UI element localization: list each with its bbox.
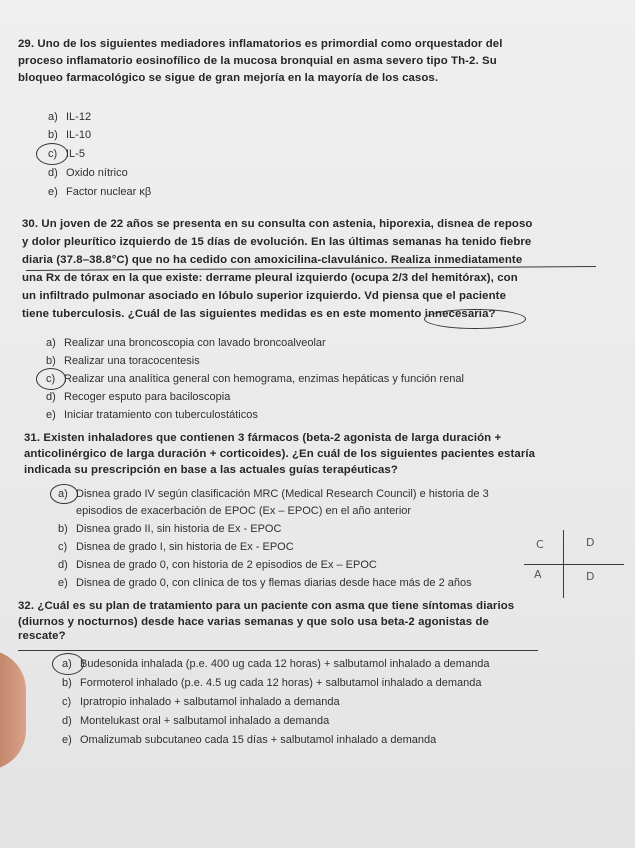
thumb-photo-artifact xyxy=(0,650,26,770)
q30-option-c[interactable]: c) Realizar una analítica general con hemograma, enzimas hepáticas y función renal xyxy=(46,373,464,385)
q31-option-b[interactable]: b) Disnea grado II, sin historia de Ex - EPOC xyxy=(58,523,282,535)
q29-line-2: proceso inflamatorio eosinofílico de la mucosa bronquial en asma severo tipo Th-2. Su xyxy=(18,55,497,67)
q31-line-2: anticolinérgico de larga duración + corticoides). ¿En cuál de los siguientes pacientes estaría xyxy=(24,448,536,460)
question-32-stem xyxy=(18,596,514,646)
q29-line-1: 29. Uno de los siguientes mediadores inflamatorios es primordial como orquestador del xyxy=(18,38,503,50)
q32-line-2: (diurnos y nocturnos) desde hace varias semanas y que solo usa beta-2 agonistas de xyxy=(18,616,489,628)
q32-option-c[interactable]: c) Ipratropio inhalado + salbutamol inhalado a demanda xyxy=(62,696,340,708)
q31-line-3: indicada su prescripción en base a las actuales guías terapéuticas? xyxy=(24,464,398,476)
q29-option-c[interactable]: c) IL-5 xyxy=(48,148,85,160)
q32-option-a[interactable]: a) Budesonida inhalada (p.e. 400 ug cada 12 horas) + salbutamol inhalado a demanda xyxy=(62,658,490,670)
q30-line-4: una Rx de tórax en la que existe: derrame pleural izquierdo (ocupa 2/3 del hemitórax), con xyxy=(22,272,518,284)
q31-option-e[interactable]: e) Disnea de grado 0, con clínica de tos y flemas diarias desde hace más de 2 años xyxy=(58,577,472,589)
q29-option-e[interactable]: e) Factor nuclear κβ xyxy=(48,186,152,198)
q32-option-b[interactable]: b) Formoterol inhalado (p.e. 4.5 ug cada 12 horas) + salbutamol inhalado a demanda xyxy=(62,677,482,689)
margin-note-d2: D xyxy=(586,570,595,583)
answer-circle-q30-innecesaria xyxy=(424,309,526,329)
q32-line-1: 32. ¿Cuál es su plan de tratamiento para un paciente con asma que tiene síntomas diarios xyxy=(18,600,515,612)
pen-underline-q32 xyxy=(18,650,538,651)
q29-option-a[interactable]: a) IL-12 xyxy=(48,111,92,123)
margin-note-c: C xyxy=(536,538,544,551)
q31-option-a-cont: episodios de exacerbación de EPOC (Ex – EPOC) en el año anterior xyxy=(76,505,412,517)
q30-option-b[interactable]: b) Realizar una toracocentesis xyxy=(46,355,200,367)
q30-option-e[interactable]: e) Iniciar tratamiento con tuberculostáticos xyxy=(46,409,258,421)
answer-circle-q29 xyxy=(36,143,68,165)
q31-option-c[interactable]: c) Disnea de grado I, sin historia de Ex - EPOC xyxy=(58,541,294,553)
q30-line-6: tiene tuberculosis. ¿Cuál de las siguientes medidas es en este momento innecesaria? xyxy=(22,308,496,320)
margin-grid-horizontal xyxy=(524,564,624,565)
question-31-stem xyxy=(24,428,535,480)
q32-option-d[interactable]: d) Montelukast oral + salbutamol inhalado a demanda xyxy=(62,715,330,727)
q32-line-3: rescate? xyxy=(18,630,66,642)
q30-line-2: y dolor pleurítico izquierdo de 15 días de evolución. En las últimas semanas ha tenido fiebre xyxy=(22,236,532,248)
q30-option-d[interactable]: d) Recoger esputo para baciloscopia xyxy=(46,391,231,403)
q31-option-a[interactable]: a) Disnea grado IV según clasificación MRC (Medical Research Council) e historia de 3 xyxy=(58,488,489,500)
q29-option-d[interactable]: d) Oxido nítrico xyxy=(48,167,128,179)
q29-option-b[interactable]: b) IL-10 xyxy=(48,129,92,141)
question-29-stem xyxy=(18,34,503,88)
answer-circle-q30 xyxy=(36,368,66,390)
q32-option-e[interactable]: e) Omalizumab subcutaneo cada 15 días + salbutamol inhalado a demanda xyxy=(62,734,437,746)
q30-option-a[interactable]: a) Realizar una broncoscopia con lavado broncoalveolar xyxy=(46,337,326,349)
q30-line-5: un infiltrado pulmonar asociado en lóbulo superior izquierdo. Vd piensa que el paciente xyxy=(22,290,507,302)
q31-line-1: 31. Existen inhaladores que contienen 3 fármacos (beta-2 agonista de larga duración + xyxy=(24,432,502,444)
margin-note-d: D xyxy=(586,536,595,549)
q31-option-d[interactable]: d) Disnea de grado 0, con historia de 2 episodios de Ex – EPOC xyxy=(58,559,377,571)
q30-line-3: diaria (37.8–38.8°C) que no ha cedido con amoxicilina-clavulánico. Realiza inmediatamente xyxy=(22,254,523,266)
margin-note-a: A xyxy=(534,568,542,581)
q29-line-3: bloqueo farmacológico se sigue de gran mejoría en la mayoría de los casos. xyxy=(18,72,439,84)
q30-line-1: 30. Un joven de 22 años se presenta en su consulta con astenia, hiporexia, disnea de reposo xyxy=(22,218,533,230)
